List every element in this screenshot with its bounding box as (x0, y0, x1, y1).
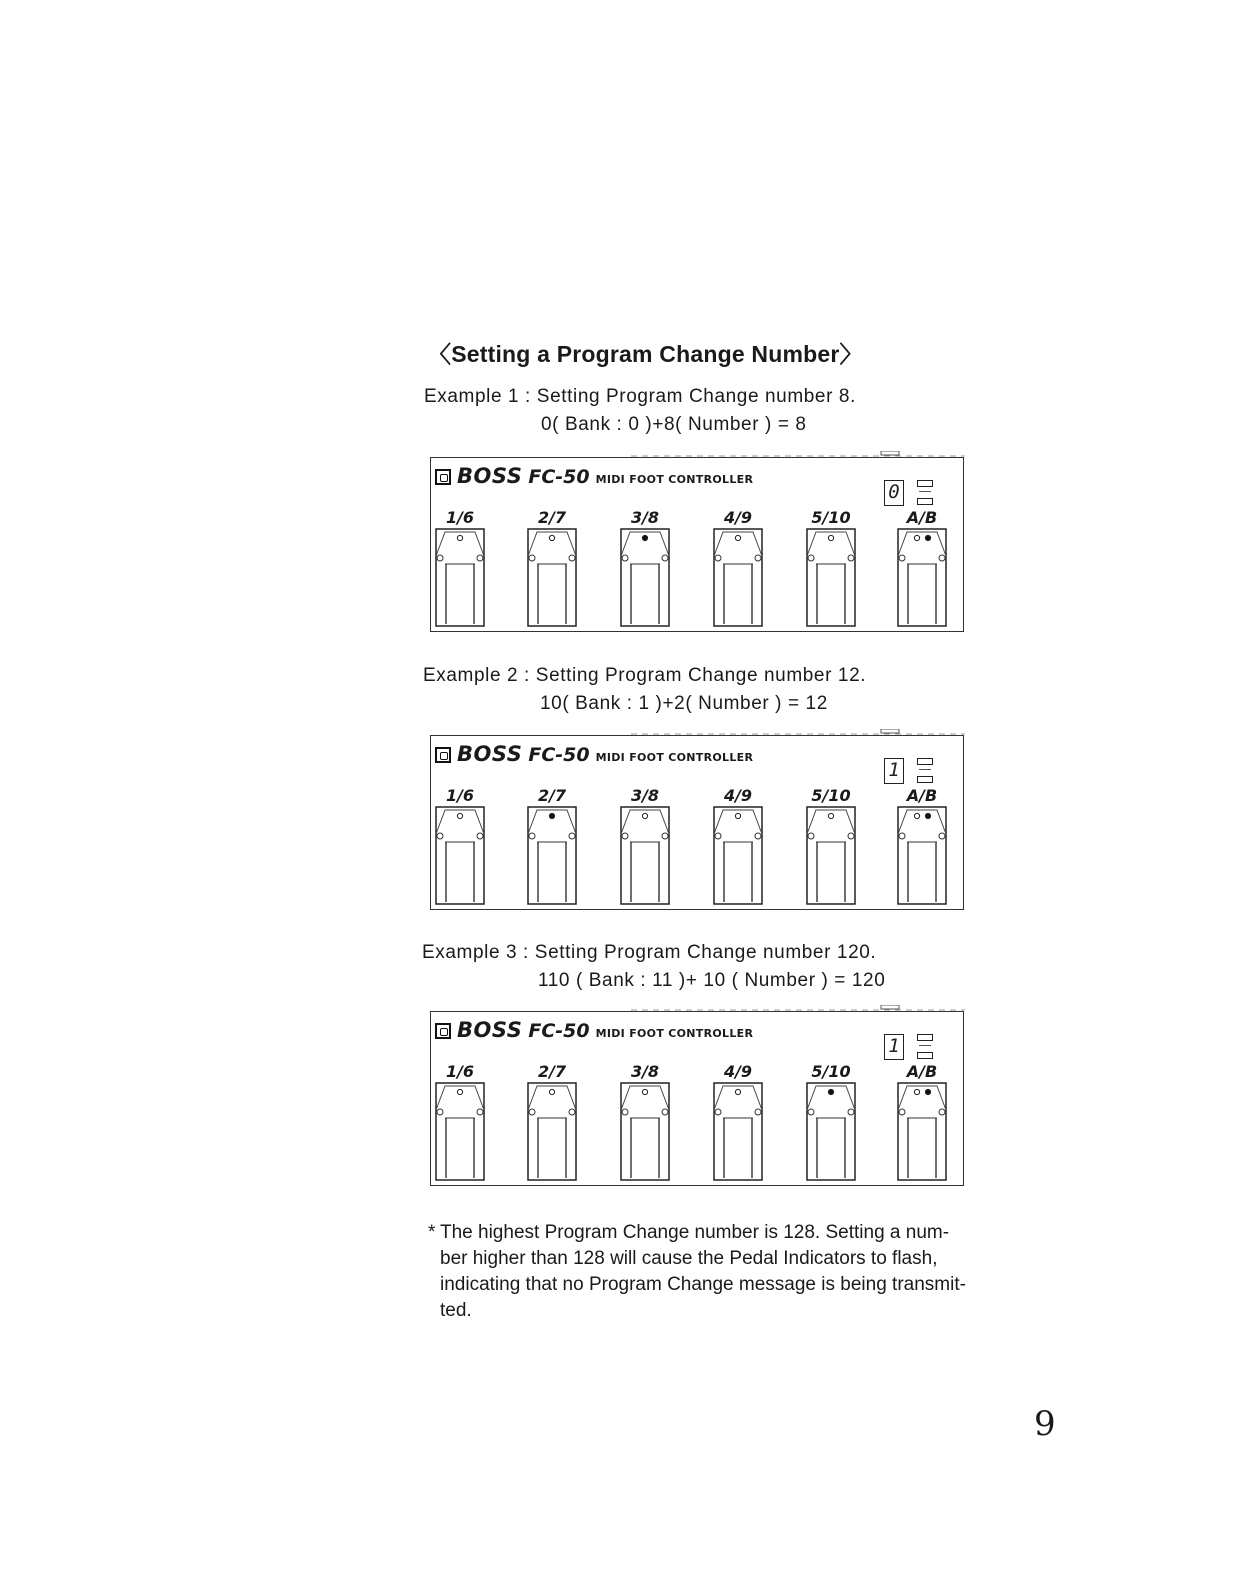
pedal-indicator-icon (735, 535, 740, 540)
pedal-label: 5/10 (811, 786, 851, 805)
bank-up-down-switch (915, 1028, 937, 1062)
pedal-label: 1/6 (445, 786, 475, 805)
pedal-label: 4/9 (723, 786, 753, 805)
example-3-formula: 110 ( Bank : 11 )+ 10 ( Number ) = 120 (538, 970, 886, 991)
pedal-label: A/B (906, 786, 938, 805)
pedal-label: 4/9 (723, 1062, 753, 1081)
brand-name: BOSS (457, 742, 523, 766)
pedal-indicator-icon (828, 1089, 833, 1094)
pedal-indicator-icon (735, 1089, 740, 1094)
fc50-panel-example-3 (430, 1011, 964, 1186)
pedal-label: 3/8 (630, 786, 660, 805)
pedal-indicator-icon (549, 535, 554, 540)
pedal-indicator-icon (642, 1089, 647, 1094)
model-subtitle: MIDI FOOT CONTROLLER (595, 1027, 754, 1040)
foot-pedal (620, 528, 670, 628)
pedal-label: 4/9 (723, 508, 753, 527)
bank-display: 0 (884, 480, 904, 506)
brand-logo (435, 464, 753, 488)
pedal-label: 3/8 (630, 508, 660, 527)
foot-pedal (806, 528, 856, 628)
note-line-2: ber higher than 128 will cause the Pedal Indicators to flash, (440, 1248, 938, 1269)
bank-up-icon (917, 758, 933, 765)
foot-pedal (435, 1082, 485, 1182)
foot-pedal (897, 1082, 947, 1182)
bank-up-icon (917, 480, 933, 487)
bank-down-icon (917, 498, 933, 505)
pedal-label: 3/8 (630, 1062, 660, 1081)
foot-pedal (527, 528, 577, 628)
pedal-indicator-icon (828, 535, 833, 540)
pedal-indicator-icon (457, 1089, 462, 1094)
bank-down-icon (917, 1052, 933, 1059)
pedal-label: 5/10 (811, 1062, 851, 1081)
page-number: 9 (1034, 1404, 1056, 1444)
panel-top-edge-decor (631, 729, 965, 735)
fc50-panel-example-1 (430, 457, 964, 632)
brand-logo (435, 742, 753, 766)
pedal-label: 1/6 (445, 508, 475, 527)
pedal-label: 2/7 (537, 786, 567, 805)
model-name: FC-50 (528, 744, 590, 766)
bank-display: 1 (884, 1034, 904, 1060)
pedal-label: A/B (906, 508, 938, 527)
pedal-indicator-icon (549, 813, 554, 818)
foot-pedal (435, 528, 485, 628)
note-line-1: The highest Program Change number is 128. Setting a num- (440, 1222, 950, 1243)
pedal-indicator-icon (735, 813, 740, 818)
pedal-indicator-icon (457, 813, 462, 818)
foot-pedal (806, 1082, 856, 1182)
pedal-label: 5/10 (811, 508, 851, 527)
example-2-formula: 10( Bank : 1 )+2( Number ) = 12 (540, 693, 828, 714)
bank-display: 1 (884, 758, 904, 784)
foot-pedal (527, 806, 577, 906)
brand-logo (435, 1018, 753, 1042)
pedal-indicator-icon (914, 813, 919, 818)
roland-logo-icon (435, 1023, 451, 1039)
asterisk-mark: * (428, 1222, 436, 1243)
note-line-3: indicating that no Program Change message is being transmit- (440, 1274, 966, 1295)
example-2-title: Example 2 : Setting Program Change number 12. (423, 665, 867, 686)
pedal-indicator-icon (828, 813, 833, 818)
brand-name: BOSS (457, 1018, 523, 1042)
model-subtitle: MIDI FOOT CONTROLLER (595, 751, 754, 764)
pedal-label: 2/7 (537, 1062, 567, 1081)
roland-logo-icon (435, 469, 451, 485)
section-heading: 〈Setting a Program Change Number〉 (428, 341, 863, 367)
pedal-label: A/B (906, 1062, 938, 1081)
pedal-indicator-icon (457, 535, 462, 540)
model-name: FC-50 (528, 1020, 590, 1042)
foot-pedal (620, 1082, 670, 1182)
foot-pedal (435, 806, 485, 906)
foot-pedal (620, 806, 670, 906)
foot-pedal (897, 806, 947, 906)
foot-pedal (713, 1082, 763, 1182)
pedal-indicator-icon (642, 813, 647, 818)
model-subtitle: MIDI FOOT CONTROLLER (595, 473, 754, 486)
bank-up-down-switch (915, 474, 937, 508)
example-3-title: Example 3 : Setting Program Change number 120. (422, 942, 877, 963)
pedal-label: 2/7 (537, 508, 567, 527)
roland-logo-icon (435, 747, 451, 763)
note-line-4: ted. (440, 1300, 472, 1321)
pedal-indicator-icon (549, 1089, 554, 1094)
example-1-title: Example 1 : Setting Program Change number 8. (424, 386, 856, 407)
foot-pedal (713, 806, 763, 906)
foot-pedal (806, 806, 856, 906)
fc50-panel-example-2 (430, 735, 964, 910)
pedal-indicator-icon (914, 535, 919, 540)
bank-up-icon (917, 1034, 933, 1041)
model-name: FC-50 (528, 466, 590, 488)
pedal-indicator-icon (914, 1089, 919, 1094)
panel-top-edge-decor (631, 451, 965, 457)
foot-pedal (527, 1082, 577, 1182)
panel-top-edge-decor (631, 1005, 965, 1011)
pedal-indicator-icon (642, 535, 647, 540)
note-paragraph (428, 1220, 1018, 1324)
bank-up-down-switch (915, 752, 937, 786)
brand-name: BOSS (457, 464, 523, 488)
bank-down-icon (917, 776, 933, 783)
example-1-formula: 0( Bank : 0 )+8( Number ) = 8 (541, 414, 807, 435)
foot-pedal (713, 528, 763, 628)
foot-pedal (897, 528, 947, 628)
pedal-label: 1/6 (445, 1062, 475, 1081)
